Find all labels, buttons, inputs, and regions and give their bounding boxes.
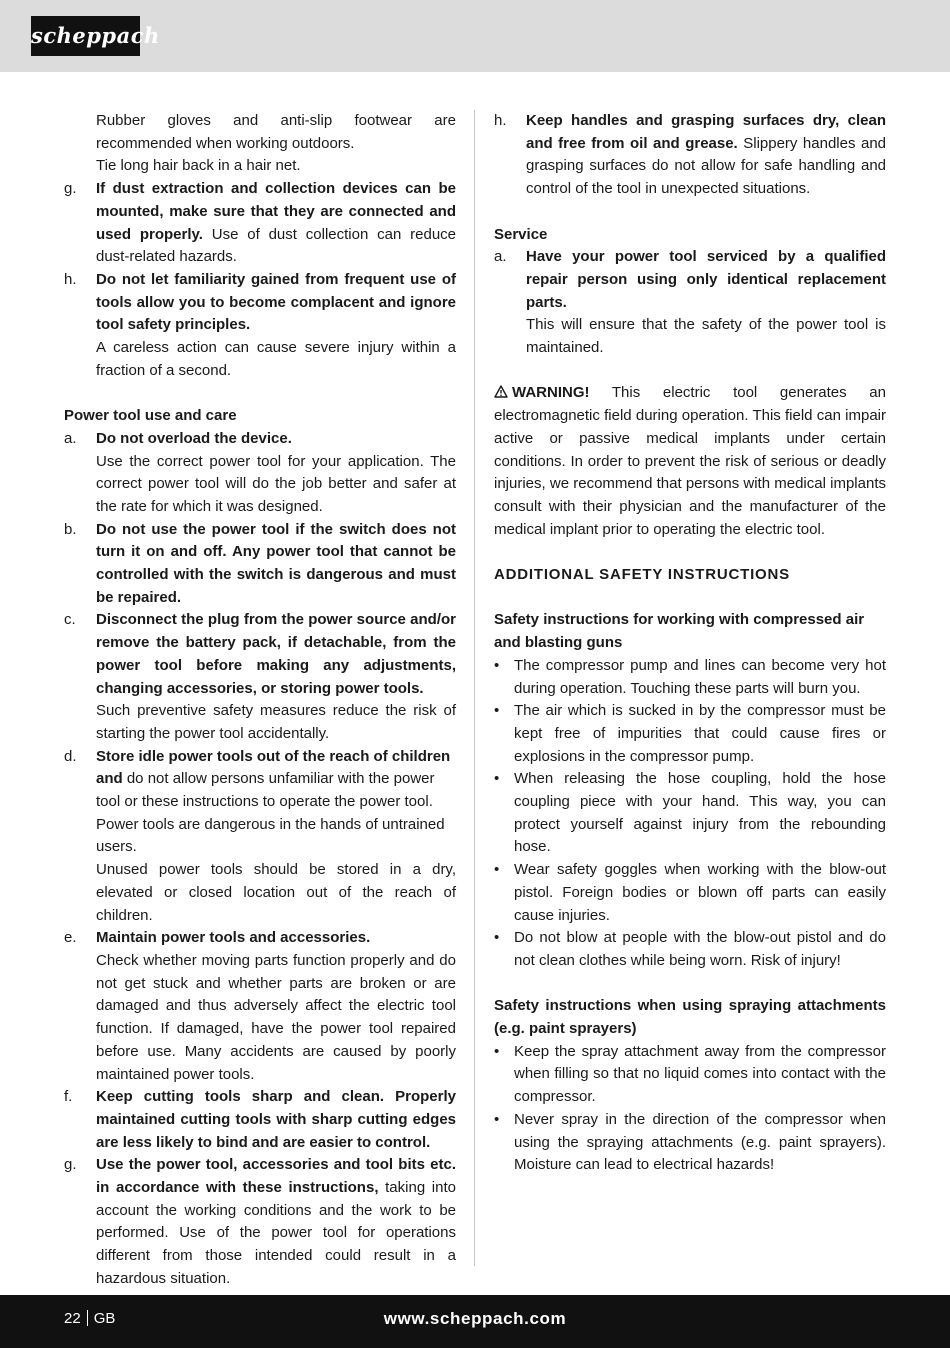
bullet-marker: •	[494, 929, 500, 947]
list-marker: g.	[64, 180, 77, 198]
item-text: Use the correct power tool for your application. The correct power tool will do the job better and safer at the rate for which it was designed.	[96, 452, 456, 515]
list-marker: f.	[64, 1088, 73, 1106]
list-item-h	[494, 110, 886, 201]
item-bold: Do not let familiarity gained from frequent use of tools allow you to become complacent and ignore tool safety principles.	[96, 270, 456, 334]
warning-paragraph	[494, 382, 886, 541]
page-header	[0, 0, 950, 72]
list-item-g2	[64, 1154, 456, 1290]
bullet-item	[494, 768, 886, 859]
bullet-text: Keep the spray attachment away from the compressor when filling so that no liquid comes into contact with the compressor.	[514, 1042, 886, 1106]
list-marker: a.	[64, 429, 77, 447]
spray-attachment-list	[494, 1041, 886, 1177]
page-number: 22	[64, 1310, 81, 1327]
list-item-service-a	[494, 246, 886, 360]
bullet-marker: •	[494, 656, 500, 674]
item-bold: Maintain power tools and accessories.	[96, 929, 371, 947]
bullet-item	[494, 1041, 886, 1109]
language-code: GB	[93, 1310, 116, 1327]
list-item-e	[64, 927, 456, 1086]
item-text: Check whether moving parts function properly and do not get stuck and whether parts are broken or are damaged and thus adversely affect the electric tool function. If damaged, have the power tool repaired before use. Many accidents are caused by poorly maintained power tools.	[96, 952, 456, 1083]
list-item-a	[64, 428, 456, 519]
item-text: Use of dust collection can reduce dust-related hazards.	[96, 225, 457, 266]
bullet-marker: •	[494, 1042, 500, 1060]
list-marker: h.	[64, 270, 77, 288]
warning-label: WARNING!	[512, 384, 590, 402]
section-heading: Service	[494, 225, 548, 243]
list-marker: b.	[64, 520, 77, 538]
item-text: A careless action can cause severe injury within a fraction of a second.	[96, 339, 456, 379]
section-heading: Power tool use and care	[64, 407, 237, 425]
bullet-text: The air which is sucked in by the compressor must be kept free of impurities that could cause fires or explosions in the compressor pump.	[514, 702, 886, 765]
item-bold: Do not use the power tool if the switch does not turn it on and off. Any power tool that cannot be controlled with the switch is dangerous and must be repaired.	[96, 520, 456, 606]
item-text: Slippery handles and grasping surfaces do not allow for safe handling and control of the tool in unexpected situations.	[526, 134, 887, 198]
warning-text: This electric tool generates an electromagnetic field during operation. This field can impair active or passive medical implants under certain conditions. In order to prevent the risk of serious or deadly injuries, we recommend that persons with medical implants consult with their physician and the manufacturer of the medical implant prior to operating the electric tool.	[494, 384, 886, 538]
item-bold: Keep cutting tools sharp and clean. Properly maintained cutting tools with sharp cutting edges are less likely to bind and are easier to control.	[96, 1088, 456, 1151]
item-bold: Do not overload the device.	[96, 429, 292, 447]
bullet-item	[494, 1109, 886, 1177]
list-marker: a.	[494, 248, 507, 266]
list-marker: e.	[64, 929, 77, 947]
website-link[interactable]: www.scheppach.com	[383, 1309, 567, 1328]
bullet-marker: •	[494, 861, 500, 879]
bullet-text: Wear safety goggles when working with the blow-out pistol. Foreign bodies or blown off parts can easily cause injuries.	[514, 861, 886, 924]
item-text: Such preventive safety measures reduce the risk of starting the power tool accidentally.	[96, 702, 456, 742]
list-marker: c.	[64, 611, 76, 629]
bullet-text: Do not blow at people with the blow-out pistol and do not clean clothes while being worn. Risk of injury!	[514, 929, 886, 969]
list-item-g	[64, 178, 456, 269]
subsection-heading: Safety instructions for working with compressed air and blasting guns	[494, 611, 865, 652]
item-bold: Store idle power tools out of the reach of children and	[96, 747, 451, 788]
scheppach-logo: scheppach	[31, 16, 140, 56]
item-bold: If dust extraction and collection devices can be mounted, make sure that they are connected and used properly.	[96, 180, 456, 243]
column-divider	[474, 110, 475, 1266]
list-item-d	[64, 746, 456, 928]
list-item-b	[64, 519, 456, 610]
bullet-text: When releasing the hose coupling, hold the hose coupling piece with your hand. This way, you can protect yourself against injury from the rebounding hose.	[514, 770, 886, 856]
item-bold: Keep handles and grasping surfaces dry, clean and free from oil and grease.	[526, 112, 886, 152]
warning-triangle-icon	[494, 385, 508, 398]
right-column	[494, 110, 886, 1177]
bullet-item	[494, 655, 886, 700]
item-text: Unused power tools should be stored in a dry, elevated or closed location out of the reach of children.	[96, 861, 456, 924]
bullet-item	[494, 700, 886, 768]
item-text: This will ensure that the safety of the power tool is maintained.	[526, 316, 886, 357]
bullet-marker: •	[494, 1110, 500, 1128]
list-item-h	[64, 269, 456, 383]
list-item-c	[64, 609, 456, 745]
compressed-air-list	[494, 655, 886, 973]
list-marker: h.	[494, 112, 507, 129]
bullet-text: The compressor pump and lines can become very hot during operation. Touching these parts will burn you.	[514, 656, 886, 697]
list-item-f	[64, 1086, 456, 1154]
continued-text: Rubber gloves and anti-slip footwear are recommended when working outdoors.	[96, 112, 456, 152]
subsection-heading: Safety instructions when using spraying attachments (e.g. paint sprayers)	[494, 997, 886, 1038]
list-marker: g.	[64, 1156, 77, 1174]
item-bold: Have your power tool serviced by a qualified repair person using only identical replacement parts.	[526, 248, 886, 311]
item-text: do not allow persons unfamiliar with the power tool or these instructions to operate the power tool. Power tools are dangerous in the hands of untrained users.	[96, 770, 445, 856]
item-bold: Disconnect the plug from the power source and/or remove the battery pack, if detachable, from the power tool before making any adjustments, changing accessories, or storing power tools.	[96, 611, 456, 697]
page-footer	[0, 1295, 950, 1348]
section-heading-caps: ADDITIONAL SAFETY INSTRUCTIONS	[494, 566, 790, 584]
bullet-marker: •	[494, 702, 500, 720]
bullet-item	[494, 859, 886, 927]
left-column	[64, 110, 456, 1291]
item-bold: Use the power tool, accessories and tool bits etc. in accordance with these instructions,	[96, 1156, 456, 1197]
item-text: taking into account the working conditions and the work to be performed. Use of the power tool for operations different from those intended could result in a hazardous situation.	[96, 1179, 456, 1287]
list-marker: d.	[64, 747, 77, 765]
continued-text: Tie long hair back in a hair net.	[96, 157, 301, 175]
bullet-item	[494, 927, 886, 972]
bullet-text: Never spray in the direction of the compressor when using the spraying attachments (e.g. paint sprayers). Moisture can lead to electrical hazards!	[514, 1110, 886, 1174]
bullet-marker: •	[494, 770, 500, 788]
